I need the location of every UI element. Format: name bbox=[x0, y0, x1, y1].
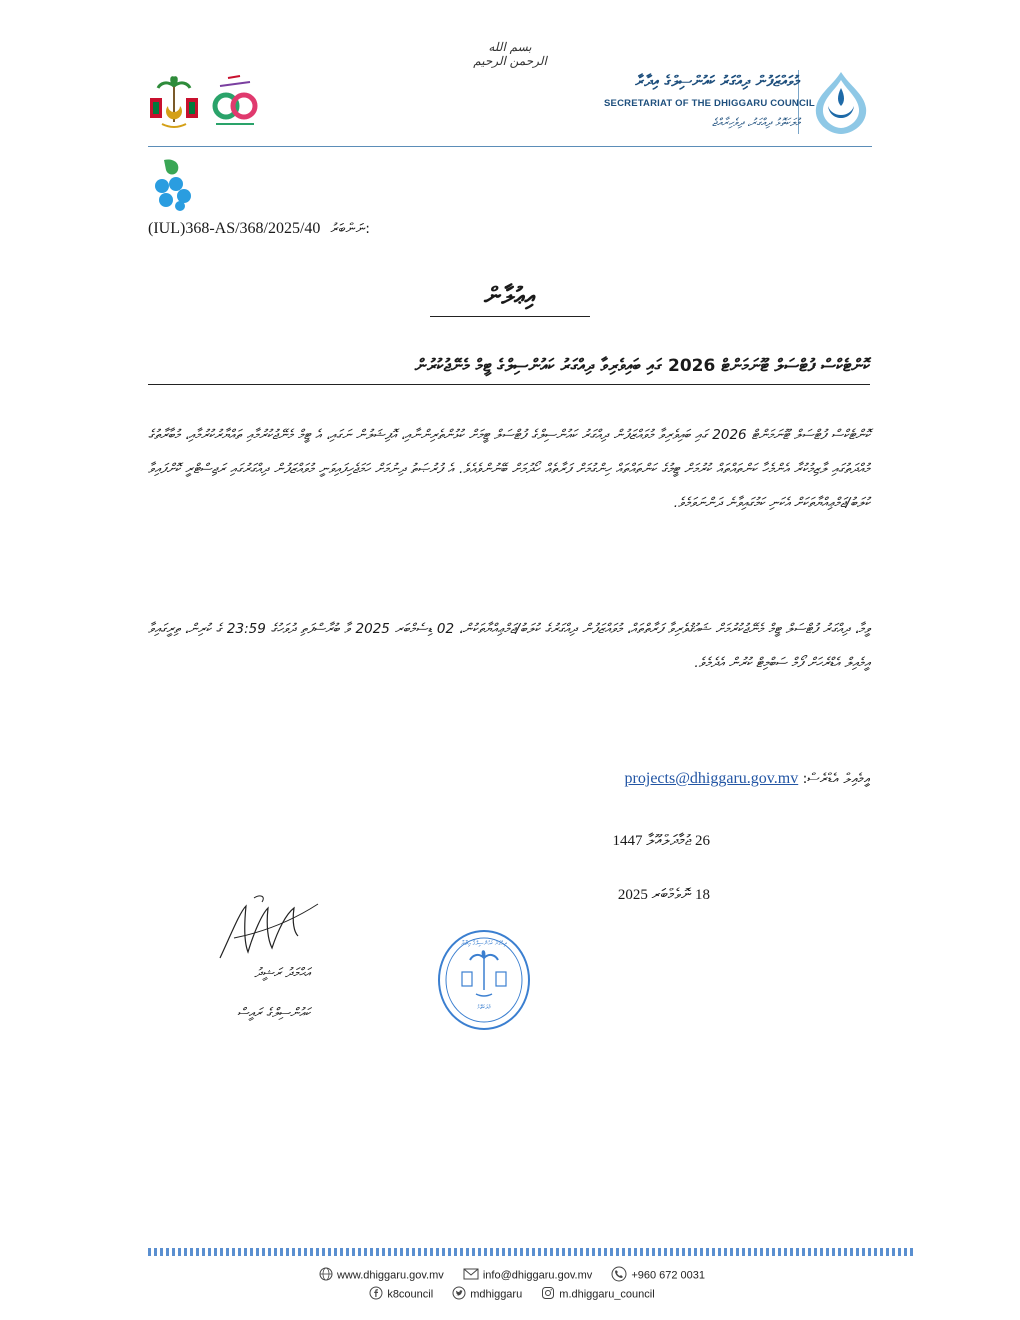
email-row bbox=[548, 770, 870, 788]
email-text: info@dhiggaru.gov.mv bbox=[482, 1269, 593, 1282]
anniversary-60-logo bbox=[210, 72, 260, 134]
gregorian-date: 18 ނޮވެމްބަރ 2025 bbox=[617, 887, 710, 903]
facebook-icon bbox=[369, 1286, 383, 1303]
footer-social-row bbox=[0, 1286, 1020, 1303]
footer-contact-row bbox=[0, 1266, 1020, 1285]
state-emblem-logo bbox=[146, 72, 202, 134]
signature bbox=[214, 892, 324, 964]
footer-dotted-rule bbox=[148, 1248, 914, 1256]
twitter-text: mdhiggaru bbox=[470, 1288, 523, 1301]
phone-text: +960 672 0031 bbox=[631, 1269, 706, 1282]
signatory-name: އަޙްމަދު ރަޝީދު bbox=[254, 966, 310, 981]
globe-icon bbox=[319, 1267, 333, 1284]
council-name-english: SECRETARIAT OF THE DHIGGARU COUNCIL bbox=[604, 98, 815, 109]
bismillah: بسم الله الرحمن الرحيم bbox=[473, 40, 547, 68]
community-logo bbox=[150, 156, 196, 212]
hijri-date: 26 ޖުމާދަލްއޫލާ 1447 bbox=[612, 833, 710, 849]
stamp-text-bottom: މުލަކަތޮޅު bbox=[477, 1004, 491, 1011]
body-paragraph-1: ކޮންޓެކްސް ފުޓްސަލް ޓޫނަމަންޓް 2026 ގައި ބައިވެރިވާ މުވައްޒަފުން ދިއްގަރު ކައުންސިލްގެ ފުޓްސަލް ޓީމަށް ކުޅުންތެރިންނާއި، އޮފިޝަލުން ނަގައި، އެ ޓީމް މެނޭޖުކުރުމާއި ތައްޔާރުކުރުމާއި، މުބާރާތުގެ މުއްދަތުގައި ލާޒިމުކުރާ އެންމެހާ ކަންތައްތައް ކުރުމަށް ޓީމުގެ ކަންތައްތައް ހިންގުމަށް ފަރާތެއް ހޯދުމަށް ބޭނުންވެއެވެ. އެ ފުރުޞަތު ދިނުމަށް ހަމަޖެހިފައިވަނީ މުވައްޒަފުން ދިއްގަރުގައި ރަޖިސްޓްރީ ކޮށްފައިވާ ކުލަބު/ޖަމްޢިއްޔާތަކަށް އެކަނި ކަމުގައިވާނެ ދަންނަވަމެވެ. bbox=[148, 427, 870, 511]
envelope-icon bbox=[463, 1268, 479, 1283]
council-emblem-logo bbox=[810, 66, 872, 138]
email-label: އީމެއިލް އެޑްރެސް: bbox=[802, 771, 870, 787]
body-paragraph-2: ވީމާ، ދިއްގަރު ފުޓްސަލް ޓީމް މެނޭޖުކުރުމަށް ޝައުޤުވެރިވާ ފަރާތްތައް، މުވައްޒަފުން ދިއްގަރުގެ ކުލަބު/ޖަމްޢިއްޔާތަކުން، 02 ޑިސެމްބަރ 2025 ވާ ބުރާސްފަތި ދުވަހުގެ 23:59 ގެ ކުރިން، ތިރީގައިވާ އީމެއިލް އެޑްރެހަށް ފޯމް ސަބްމިޓް ކުރުން އެދެމެވެ. bbox=[148, 621, 870, 671]
instagram-text: m.dhiggaru_council bbox=[559, 1288, 655, 1301]
phone-icon bbox=[611, 1266, 627, 1285]
email-link[interactable]: projects@dhiggaru.gov.mv bbox=[624, 770, 799, 787]
reference-label: ނަންބަރު: bbox=[330, 221, 370, 237]
reference-value: (IUL)368-AS/368/2025/40 bbox=[148, 220, 321, 237]
stamp-text-top: ދިއްގަރު ކައުންސިލްގެ އިދާރާ bbox=[461, 940, 507, 947]
footer-twitter[interactable] bbox=[448, 1286, 522, 1303]
footer-phone[interactable] bbox=[607, 1266, 705, 1285]
council-name-dhivehi: މުވައްޒަފުން ދިއްގަރު ކައުންސިލްގެ އިދާރާ bbox=[635, 72, 800, 90]
footer-facebook[interactable] bbox=[365, 1286, 433, 1303]
council-address: މުލަކަތޮޅު ދިއްގަރު، ދިވެހިރާއްޖެ bbox=[712, 116, 800, 129]
footer-website[interactable] bbox=[315, 1267, 444, 1284]
header-rule bbox=[148, 146, 872, 147]
facebook-text: k8council bbox=[387, 1288, 434, 1301]
official-stamp bbox=[436, 928, 532, 1032]
footer-instagram[interactable] bbox=[537, 1286, 654, 1303]
footer-email[interactable] bbox=[459, 1268, 592, 1283]
page-title: އިޢުލާން bbox=[430, 282, 590, 317]
twitter-icon bbox=[452, 1286, 466, 1303]
signatory-title: ކައުންސިލްގެ ރައީސް bbox=[237, 1006, 310, 1021]
website-text: www.dhiggaru.gov.mv bbox=[336, 1269, 444, 1282]
reference-number bbox=[148, 220, 370, 238]
announcement-subject: ކޮންޓެކްސް ފުޓްސަލް ޓޫނަމަންޓް 2026 ގައި ބައިވެރިވާ ދިއްގަރު ކައުންސިލްގެ ޓީމް މެނޭޖުކުރުން bbox=[148, 356, 870, 385]
instagram-icon bbox=[541, 1286, 555, 1303]
